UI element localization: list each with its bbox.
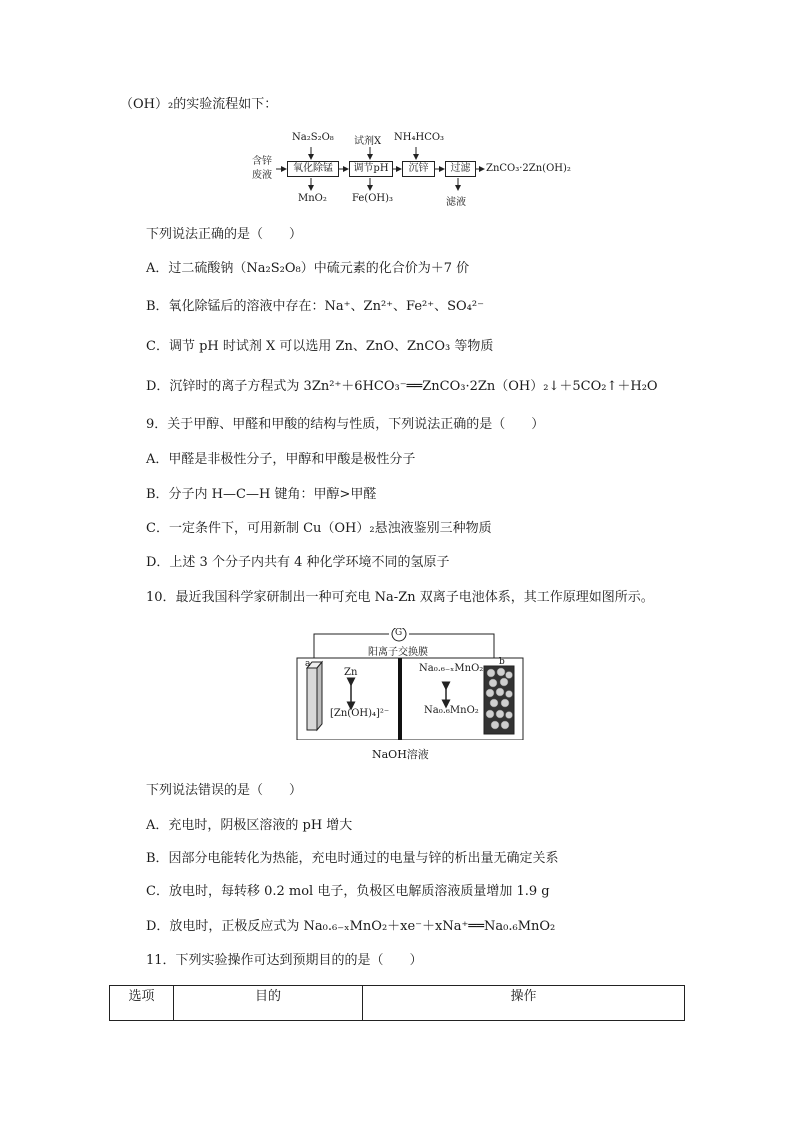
table-header-option: 选项	[128, 989, 155, 1004]
flow-step-ph: 调节pH	[349, 161, 393, 177]
q9-stem: 9．关于甲醇、甲醛和甲酸的结构与性质，下列说法正确的是（ ）	[146, 417, 545, 432]
flow-reagent-nh4hco3: NH₄HCO₃	[394, 132, 445, 143]
q8-option-b: B．氧化除锰后的溶液中存在：Na⁺、Zn²⁺、Fe²⁺、SO₄²⁻	[146, 299, 484, 314]
zincate-label: [Zn(OH)₄]²⁻	[330, 708, 390, 719]
flow-reagent-x: 试剂X	[354, 136, 382, 147]
na-lower-label: Na₀.₆MnO₂	[424, 705, 479, 716]
q10-option-d: D．放电时，正极反应式为 Na₀.₆₋ₓMnO₂＋xe⁻＋xNa⁺══Na₀.₆MnO₂	[146, 919, 556, 934]
q10-option-a: A．充电时，阴极区溶液的 pH 增大	[146, 818, 353, 833]
zn-label: Zn	[344, 667, 358, 678]
q9-option-c: C．一定条件下，可用新制 Cu（OH）₂悬浊液鉴别三种物质	[146, 521, 492, 536]
electrode-b-label: b	[499, 657, 505, 667]
galvanometer-label: G	[395, 628, 403, 638]
flow-source: 含锌	[252, 156, 272, 167]
q9-option-a: A．甲醛是非极性分子，甲醇和甲酸是极性分子	[146, 452, 416, 467]
flow-step-precipitate: 沉锌	[402, 161, 435, 177]
q8-option-d: D．沉锌时的离子方程式为 3Zn²⁺＋6HCO₃⁻══ZnCO₃·2Zn（OH）₂↓＋5CO₂↑＋H₂O	[146, 379, 658, 394]
q10-battery-diagram	[296, 628, 524, 740]
flow-out-mno2: MnO₂	[298, 193, 327, 204]
flow-source-2: 废液	[252, 170, 272, 181]
table-header-purpose: 目的	[254, 989, 281, 1004]
q9-option-d: D．上述 3 个分子内共有 4 种化学环境不同的氢原子	[146, 555, 450, 570]
q11-stem: 11．下列实验操作可达到预期目的的是（ ）	[146, 953, 423, 968]
q10-stem: 10．最近我国科学家研制出一种可充电 Na-Zn 双离子电池体系，其工作原理如图所示。	[146, 590, 654, 605]
table-header-operation: 操作	[510, 989, 537, 1004]
flow-out-filtrate: 滤液	[446, 197, 466, 208]
q10-option-c: C．放电时，每转移 0.2 mol 电子，负极区电解质溶液质量增加 1.9 g	[146, 884, 550, 899]
flow-product: ZnCO₃·2Zn(OH)₂	[486, 163, 571, 174]
q8-flow-diagram	[248, 130, 578, 210]
electrolyte-label: NaOH溶液	[372, 748, 429, 761]
flow-out-feoh3: Fe(OH)₃	[352, 193, 394, 204]
q8-option-c: C．调节 pH 时试剂 X 可以选用 Zn、ZnO、ZnCO₃ 等物质	[146, 339, 494, 354]
na-upper-label: Na₀.₆₋ₓMnO₂	[419, 663, 484, 674]
q8-intro: （OH）₂的实验流程如下：	[120, 97, 278, 112]
flow-reagent-na2s2o8: Na₂S₂O₈	[292, 132, 334, 143]
membrane-label: 阳离子交换膜	[368, 647, 428, 658]
q11-table	[109, 985, 685, 1021]
q9-option-b: B．分子内 H—C—H 键角：甲醇>甲醛	[146, 487, 377, 502]
q8-prompt: 下列说法正确的是（ ）	[146, 227, 303, 242]
q10-option-b: B．因部分电能转化为热能，充电时通过的电量与锌的析出量无确定关系	[146, 851, 559, 866]
q10-prompt: 下列说法错误的是（ ）	[146, 783, 303, 798]
flow-step-filter: 过滤	[445, 161, 476, 177]
flow-step-oxidation: 氧化除锰	[287, 161, 339, 177]
electrode-a-label: a	[305, 659, 311, 669]
q8-option-a: A．过二硫酸钠（Na₂S₂O₈）中硫元素的化合价为＋7 价	[146, 261, 470, 276]
